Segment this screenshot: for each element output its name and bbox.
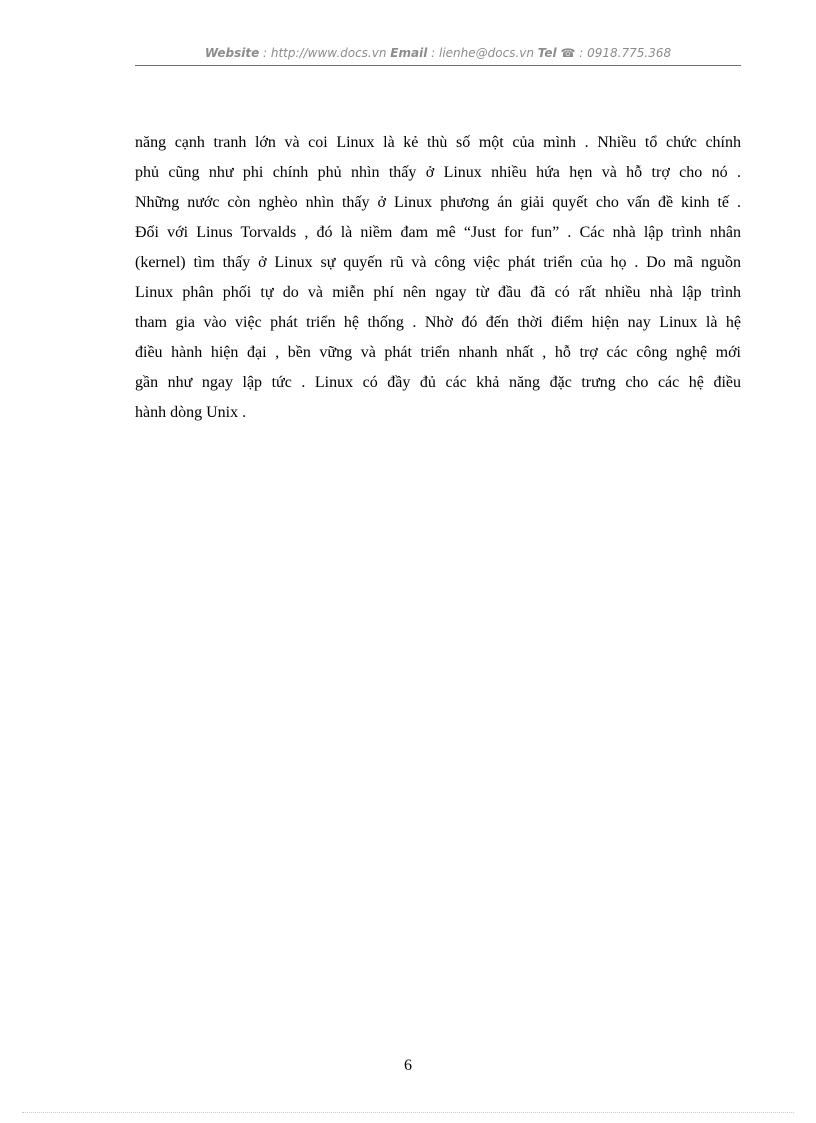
- header-divider: [135, 65, 741, 66]
- paragraph-line: năng cạnh tranh lớn và coi Linux là kẻ thù số một của mình . Nhiều tổ chức chính: [135, 134, 741, 151]
- page-number: 6: [404, 1057, 412, 1074]
- website-value: : http://www.docs.vn: [259, 46, 391, 60]
- email-label: Email: [390, 46, 428, 60]
- email-value: : lienhe@docs.vn: [427, 46, 538, 60]
- phone-icon: ☎: [560, 46, 576, 60]
- tel-label: Tel: [537, 46, 557, 60]
- paragraph-line: tham gia vào việc phát triển hệ thống . Nhờ đó đến thời điểm hiện nay Linux là hệ: [135, 314, 741, 331]
- page-bottom-divider: [22, 1112, 794, 1113]
- paragraph-line: điều hành hiện đại , bền vững và phát triển nhanh nhất , hỗ trợ các công nghệ mới: [135, 344, 741, 361]
- paragraph-line: gần như ngay lập tức . Linux có đầy đủ các khả năng đặc trưng cho các hệ điều: [135, 374, 741, 391]
- paragraph-line: (kernel) tìm thấy ở Linux sự quyến rũ và công việc phát triển của họ . Do mã nguồn: [135, 254, 741, 271]
- paragraph-line: hành dòng Unix .: [135, 404, 247, 421]
- page-header: [135, 46, 741, 60]
- paragraph-line: phủ cũng như phi chính phủ nhìn thấy ở Linux nhiều hứa hẹn và hỗ trợ cho nó .: [135, 164, 741, 181]
- paragraph-line: Những nước còn nghèo nhìn thấy ở Linux phương án giải quyết cho vấn đề kinh tế .: [135, 194, 741, 211]
- website-label: Website: [204, 46, 260, 60]
- tel-value: : 0918.775.368: [575, 46, 672, 60]
- paragraph-line: Đối với Linus Torvalds , đó là niềm đam mê “Just for fun” . Các nhà lập trình nhân: [135, 224, 741, 241]
- body-paragraph: [135, 128, 741, 428]
- paragraph-line: Linux phân phối tự do và miễn phí nên ngay từ đầu đã có rất nhiều nhà lập trình: [135, 284, 741, 301]
